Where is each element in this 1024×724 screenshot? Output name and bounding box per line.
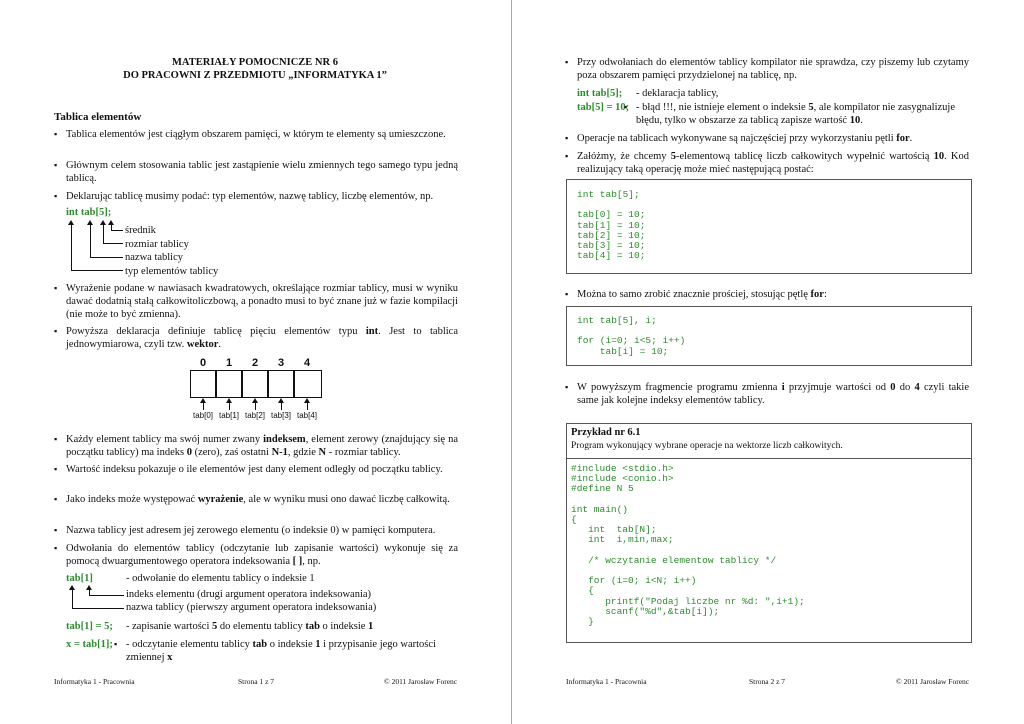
array-label-1: tab[1] <box>218 411 239 420</box>
bullet-1: ▪ Tablica elementów jest ciągłym obszarem pamięci, w którym te elementy są umieszczone. <box>66 128 458 141</box>
array-index-2: 2 <box>251 357 259 369</box>
array-index-4: 4 <box>303 357 311 369</box>
title-line-2: DO PRACOWNI Z PRZEDMIOTU „INFORMATYKA 1” <box>123 70 387 81</box>
title-line-1: MATERIAŁY POMOCNICZE NR 6 <box>172 57 338 68</box>
example-3-text: ▪ - odczytanie elementu tablicy tab o indeksie 1 i przypisanie jego wartości zmiennej x <box>126 638 456 664</box>
bullet-10: ▪ Odwołania do elementów tablicy (odczytanie lub zapisanie wartości) wykonuje się za pomocą dwuargumentowego operatora indeksowania [ ], np. <box>66 542 458 568</box>
bullet-2: ▪ Głównym celem stosowania tablic jest zastąpienie wielu zmiennych tego samego typu jedną tablicą. <box>66 159 458 185</box>
annotation-semicolon: średnik <box>125 225 156 236</box>
array-label-2: tab[2] <box>244 411 265 420</box>
array-index-3: 3 <box>277 357 285 369</box>
array-cell <box>190 370 216 398</box>
example-1-code: tab[1] <box>66 573 93 584</box>
footer-left: Informatyka 1 - Pracownia <box>54 677 135 686</box>
bullet-3: ▪ Deklarując tablicę musimy podać: typ elementów, nazwę tablicy, liczbę elementów, np. <box>66 190 458 203</box>
annotation-type: typ elementów tablicy <box>125 266 219 277</box>
example-code: #include <stdio.h> #include <conio.h> #define N 5 int main() { int tab[N]; int i,min,max; /* wczytanie elementow tablicy */ for (i=0; i<N; i++) { printf("Podaj liczbe nr %d: ",i+1); scanf("%d",&tab[i]); } <box>571 463 805 628</box>
annotation-size: rozmiar tablicy <box>125 239 189 250</box>
example-box <box>566 423 972 643</box>
array-label-0: tab[0] <box>192 411 213 420</box>
bullet-p2-1: ▪ Przy odwołaniach do elementów tablicy kompilator nie sprawdza, czy piszemy lub czytamy poza obszarem pamięci przydzielonej na tablicę, np. <box>577 56 969 82</box>
page-1 <box>0 0 511 724</box>
page-2 <box>512 0 1024 724</box>
error-example-1-code: int tab[5]; <box>577 88 623 99</box>
array-cell <box>242 370 268 398</box>
bullet-9: ▪ Nazwa tablicy jest adresem jej zerowego elementu (o indeksie 0) w pamięci komputera. <box>66 524 458 537</box>
example-3-code: x = tab[1]; <box>66 639 113 650</box>
error-example-1-text: - deklaracja tablicy, <box>636 88 719 99</box>
array-cell <box>268 370 294 398</box>
error-example-2-text: ▪ - błąd !!!, nie istnieje element o indeksie 5, ale kompilator nie zasygnalizuje błędu, tylko w obszarze za tablicą zapisze wartość 10. <box>636 101 971 127</box>
footer-page: Strona 2 z 7 <box>749 677 786 686</box>
bullet-7: ▪ Wartość indeksu pokazuje o ile elementów jest dany element odległy od początku tablicy. <box>66 463 458 476</box>
array-index-1: 1 <box>225 357 233 369</box>
code-block-for-loop <box>566 306 972 366</box>
bullet-4: ▪ Wyrażenie podane w nawiasach kwadratowych, określające rozmiar tablicy, musi w wyniku dawać dodatnią stałą całkowitoliczbową, a ponadto musi to być znane już w fazie kompilacji (nie może to być zmienna). <box>66 282 458 321</box>
bullet-p2-3: ▪ Załóżmy, że chcemy 5-elementową tablicę liczb całkowitych wypełnić wartością 10. Kod realizujący taką operację może mieć następującą postać: <box>577 150 969 176</box>
code-manual-fill: int tab[5]; tab[0] = 10; tab[1] = 10; tab[2] = 10; tab[3] = 10; tab[4] = 10; <box>577 189 646 262</box>
footer-page: Strona 1 z 7 <box>238 677 275 686</box>
array-label-3: tab[3] <box>270 411 291 420</box>
footer-copyright: © 2011 Jarosław Forenc <box>896 677 970 686</box>
example-1-annotation-index: indeks elementu (drugi argument operatora indeksowania) <box>126 589 372 600</box>
example-2-code: tab[1] = 5; <box>66 621 113 632</box>
footer-left: Informatyka 1 - Pracownia <box>566 677 647 686</box>
bullet-p2-2: ▪ Operacje na tablicach wykonywane są najczęściej przy wykorzystaniu pętli for. <box>577 132 969 145</box>
bullet-p2-5: ▪ W powyższym fragmencie programu zmienna i przyjmuje wartości od 0 do 4 czyli takie same jak kolejne indeksy elementów tablicy. <box>577 381 969 407</box>
footer-copyright: © 2011 Jarosław Forenc <box>384 677 458 686</box>
bullet-6: ▪ Każdy element tablicy ma swój numer zwany indeksem, element zerowy (znajdujący się na początku tablicy) ma indeks 0 (zero), zaś ostatni N-1, gdzie N - rozmiar tablicy. <box>66 433 458 459</box>
example-title: Przykład nr 6.1 <box>571 427 641 438</box>
annotation-name: nazwa tablicy <box>125 252 184 263</box>
example-1-annotation-name: nazwa tablicy (pierwszy argument operatora indeksowania) <box>126 602 377 613</box>
bullet-8: ▪ Jako indeks może występować wyrażenie, ale w wyniku musi ono dawać liczbę całkowitą. <box>66 493 458 506</box>
array-cell <box>294 370 322 398</box>
section-heading: Tablica elementów <box>54 111 142 123</box>
array-index-0: 0 <box>199 357 207 369</box>
bullet-p2-4: ▪ Można to samo zrobić znacznie prościej, stosując pętlę for: <box>577 288 969 301</box>
example-1-text: - odwołanie do elementu tablicy o indeksie 1 <box>126 573 315 584</box>
code-block-manual-fill <box>566 179 972 274</box>
example-2-text: - zapisanie wartości 5 do elementu tablicy tab o indeksie 1 <box>126 621 374 632</box>
array-cell <box>216 370 242 398</box>
declaration-code: int tab[5]; <box>66 207 112 218</box>
error-example-2-code: tab[5] = 10; <box>577 102 630 113</box>
example-description: Program wykonujący wybrane operacje na wektorze liczb całkowitych. <box>571 441 843 451</box>
bullet-5: ▪ Powyższa deklaracja definiuje tablicę pięciu elementów typu int. Jest to tablica jednowymiarowa, czyli tzw. wektor. <box>66 325 458 351</box>
code-for-loop: int tab[5], i; for (i=0; i<5; i++) tab[i] = 10; <box>577 315 686 357</box>
array-label-4: tab[4] <box>296 411 317 420</box>
